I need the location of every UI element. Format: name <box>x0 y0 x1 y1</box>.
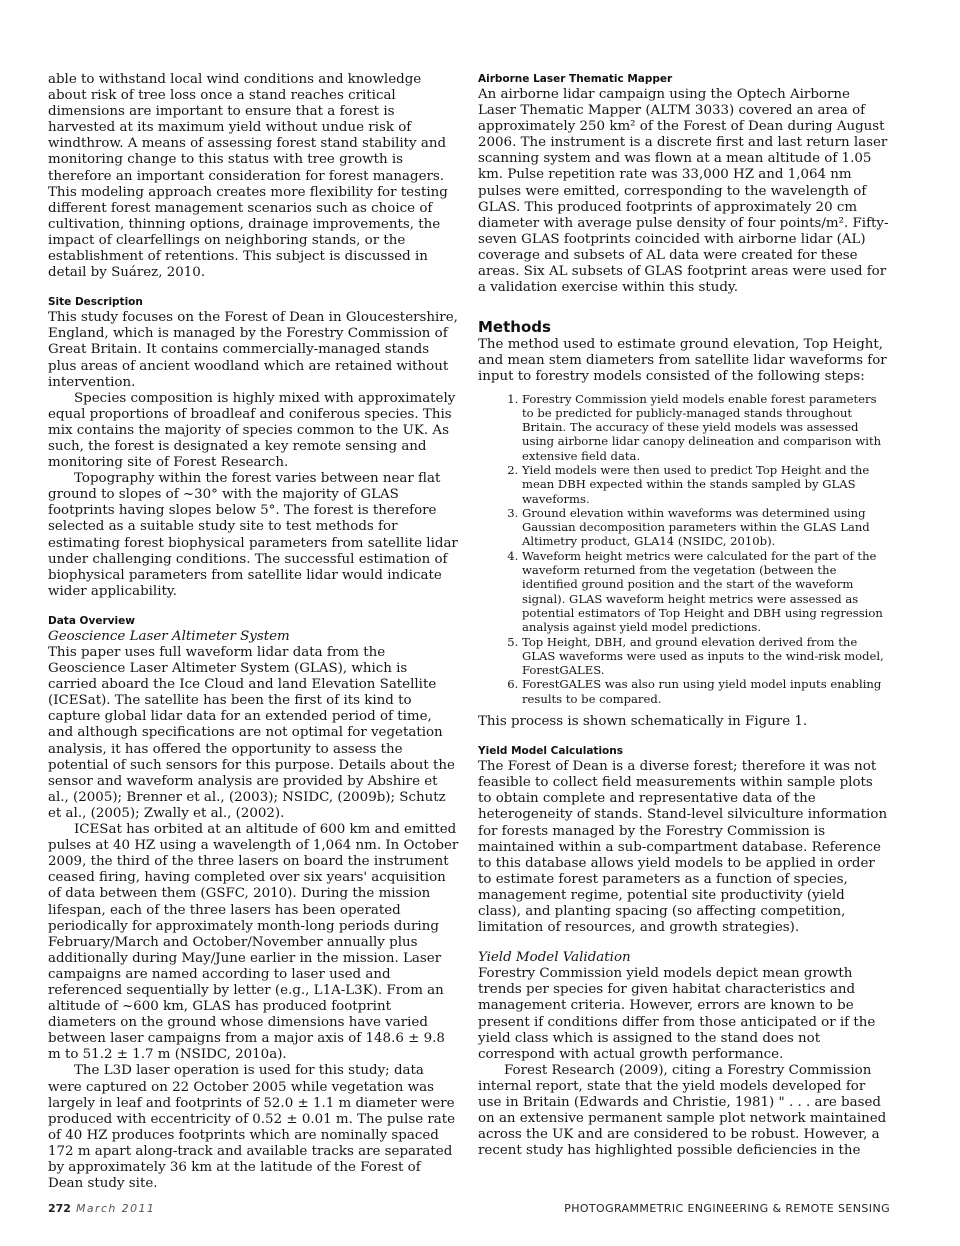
left-column <box>48 72 460 1192</box>
site-paragraph-2: Species composition is highly mixed with approximately equal proportions of broadleaf and coniferous species. This mix contains the majority of species common to the UK. As such, the forest is designated a key remote sensing and monitoring site of Forest Research. <box>48 390 456 471</box>
site-paragraph-3: Topography within the forest varies between near flat ground to slopes of ~30° with the majority of GLAS footprints having slopes below 5°. The forest is therefore selected as a suitable study site to test methods for estimating forest biophysical parameters from satellite lidar under challenging conditions. The successful estimation of biophysical parameters from satellite lidar would indicate wider applicability. <box>48 471 458 599</box>
schematic-paragraph: This process is shown schematically in Figure 1. <box>478 714 808 730</box>
methods-steps-list <box>478 392 890 707</box>
site-paragraph-1: This study focuses on the Forest of Dean in Gloucestershire, England, which is managed by the Forestry Commission of Great Britain. It contains commercially-managed stands plus areas of ancient woodland which are retained without intervention. <box>48 310 458 390</box>
site-description-heading: Site Description <box>48 296 143 309</box>
list-item: 4. Waveform height metrics were calculated for the part of the waveform returned from the vegetation (between the identified ground position and the start of the waveform signal). GLAS waveform height metrics were assessed as potential estimators of Top Height and DBH using regression analysis against yield model predictions. <box>522 549 890 635</box>
glas-paragraph-2: ICESat has orbited at an altitude of 600 km and emitted pulses at 40 HZ using a wavelength of 1,064 nm. In October 2009, the third of the three lasers on board the instrument ceased firing, having completed over six years' acquisition of data between them (GSFC, 2010). During the mission lifespan, each of the three lasers has been operated periodically for approximately month-long periods during February/March and October/November annually plus additionally during May/June earlier in the mission. Laser campaigns are named according to laser used and referenced sequentially by letter (e.g., L1A-L3K). From an altitude of ~600 km, GLAS has produced footprint diameters on the ground whose dimensions have varied between laser campaigns from a major axis of 148.6 ± 9.8 m to 51.2 ± 1.7 m (NSIDC, 2010a). <box>48 822 459 1063</box>
yield-validation-subheading: Yield Model Validation <box>478 950 631 966</box>
methods-paragraph: The method used to estimate ground elevation, Top Height, and mean stem diameters from satellite lidar waveforms for input to forestry models consisted of the following steps: <box>478 337 887 385</box>
list-item: 6. ForestGALES was also run using yield model inputs enabling results to be compared. <box>522 677 890 706</box>
validation-paragraph-1: Forestry Commission yield models depict mean growth trends per species for given habitat characteristics and management criteria. However, errors are known to be present if conditions differ from those anticipated or if the yield class which is assigned to the stand does not correspond with actual growth performance. <box>478 966 876 1062</box>
yield-paragraph: The Forest of Dean is a diverse forest; therefore it was not feasible to collect field measurements within sample plots to obtain complete and representative data of the heterogeneity of stands. Stand-level silviculture information for forests managed by the Forestry Commission is maintained within a sub-compartment database. Reference to this database allows yield models to be applied in order to estimate forest parameters as a function of species, management regime, potential site productivity (yield class), and planting spacing (so affecting competition, limitation of resources, and growth strategies). <box>478 759 888 936</box>
list-item: 3. Ground elevation within waveforms was determined using Gaussian decomposition parameters within the GLAS Land Altimetry product, GLA14 (NSIDC, 2010b). <box>522 506 890 549</box>
methods-heading: Methods <box>478 318 551 337</box>
glas-subheading: Geoscience Laser Altimeter System <box>48 628 290 644</box>
altm-paragraph: An airborne lidar campaign using the Optech Airborne Laser Thematic Mapper (ALTM 3033) covered an area of approximately 250 km² of the Forest of Dean during August 2006. The instrument is a discrete first and last return laser scanning system and was flown at a mean altitude of 1.05 km. Pulse repetition rate was 33,000 HZ and 1,064 nm pulses were emitted, corresponding to the wavelength of GLAS. This produced footprints of approximately 20 cm diameter with average pulse density of four points/m². Fifty-seven GLAS footprints coincided with airborne lidar (AL) coverage and subsets of AL data were created for these areas. Six AL subsets of GLAS footprint areas were used for a validation exercise within this study. <box>478 87 889 296</box>
intro-paragraph: able to withstand local wind conditions and knowledge about risk of tree loss once a stand reaches critical dimensions are important to ensure that a forest is harvested at its maximum yield without undue risk of windthrow. A means of assessing forest stand stability and monitoring change to this status with tree growth is therefore an important consideration for forest managers. This modeling approach creates more flexibility for testing different forest management scenarios such as choice of cultivation, thinning options, drainage improvements, the impact of clearfellings on neighboring stands, or the establishment of retentions. This subject is discussed in detail by Suárez, 2010. <box>48 72 448 281</box>
altm-heading: Airborne Laser Thematic Mapper <box>478 73 673 85</box>
glas-paragraph-3: The L3D laser operation is used for this study; data were captured on 22 October 2005 while vegetation was largely in leaf and footprints of 52.0 ± 1.1 m diameter were produced with eccentricity of 0.52 ± 0.01 m. The pulse rate of 40 HZ produces footprints which are nominally spaced 172 m apart along-track and available tracks are separated by approximately 36 km at the latitude of the Forest of Dean study site. <box>48 1063 456 1192</box>
list-item: 1. Forestry Commission yield models enable forest parameters to be predicted for publicly-managed stands throughout Britain. The accuracy of these yield models was assessed using airborne lidar canopy delineation and comparison with extensive field data. <box>522 392 890 463</box>
data-overview-heading: Data Overview <box>48 614 135 627</box>
yield-calculations-heading: Yield Model Calculations <box>478 745 623 758</box>
right-column <box>478 72 890 1159</box>
journal-title: PHOTOGRAMMETRIC ENGINEERING & REMOTE SENSING <box>564 1202 890 1215</box>
glas-paragraph-1: This paper uses full waveform lidar data from the Geoscience Laser Altimeter System (GLAS), which is carried aboard the Ice Cloud and land Elevation Satellite (ICESat). The satellite has been the first of its kind to capture global lidar data for an extended period of time, and although specifications are not optimal for vegetation analysis, it has offered the opportunity to assess the potential of such sensors for this purpose. Details about the sensor and waveform analysis are provided by Abshire et al., (2005); Brenner et al., (2003); NSIDC, (2009b); Schutz et al., (2005); Zwally et al., (2002). <box>48 645 455 821</box>
list-item: 2. Yield models were then used to predict Top Height and the mean DBH expected within the stands sampled by GLAS waveforms. <box>522 463 890 506</box>
validation-paragraph-2: Forest Research (2009), citing a Forestry Commission internal report, state that the yield models developed for use in Britain (Edwards and Christie, 1981) " . . . are based on an extensive permanent sample plot network maintained across the UK and are considered to be robust. However, a recent study has highlighted possible deficiencies in the <box>478 1062 887 1159</box>
list-item: 5. Top Height, DBH, and ground elevation derived from the GLAS waveforms were used as inputs to the wind-risk model, ForestGALES. <box>522 635 890 678</box>
page-footer <box>48 1202 890 1220</box>
page-number: 272 <box>48 1202 71 1215</box>
issue-date: March 2011 <box>76 1202 156 1215</box>
